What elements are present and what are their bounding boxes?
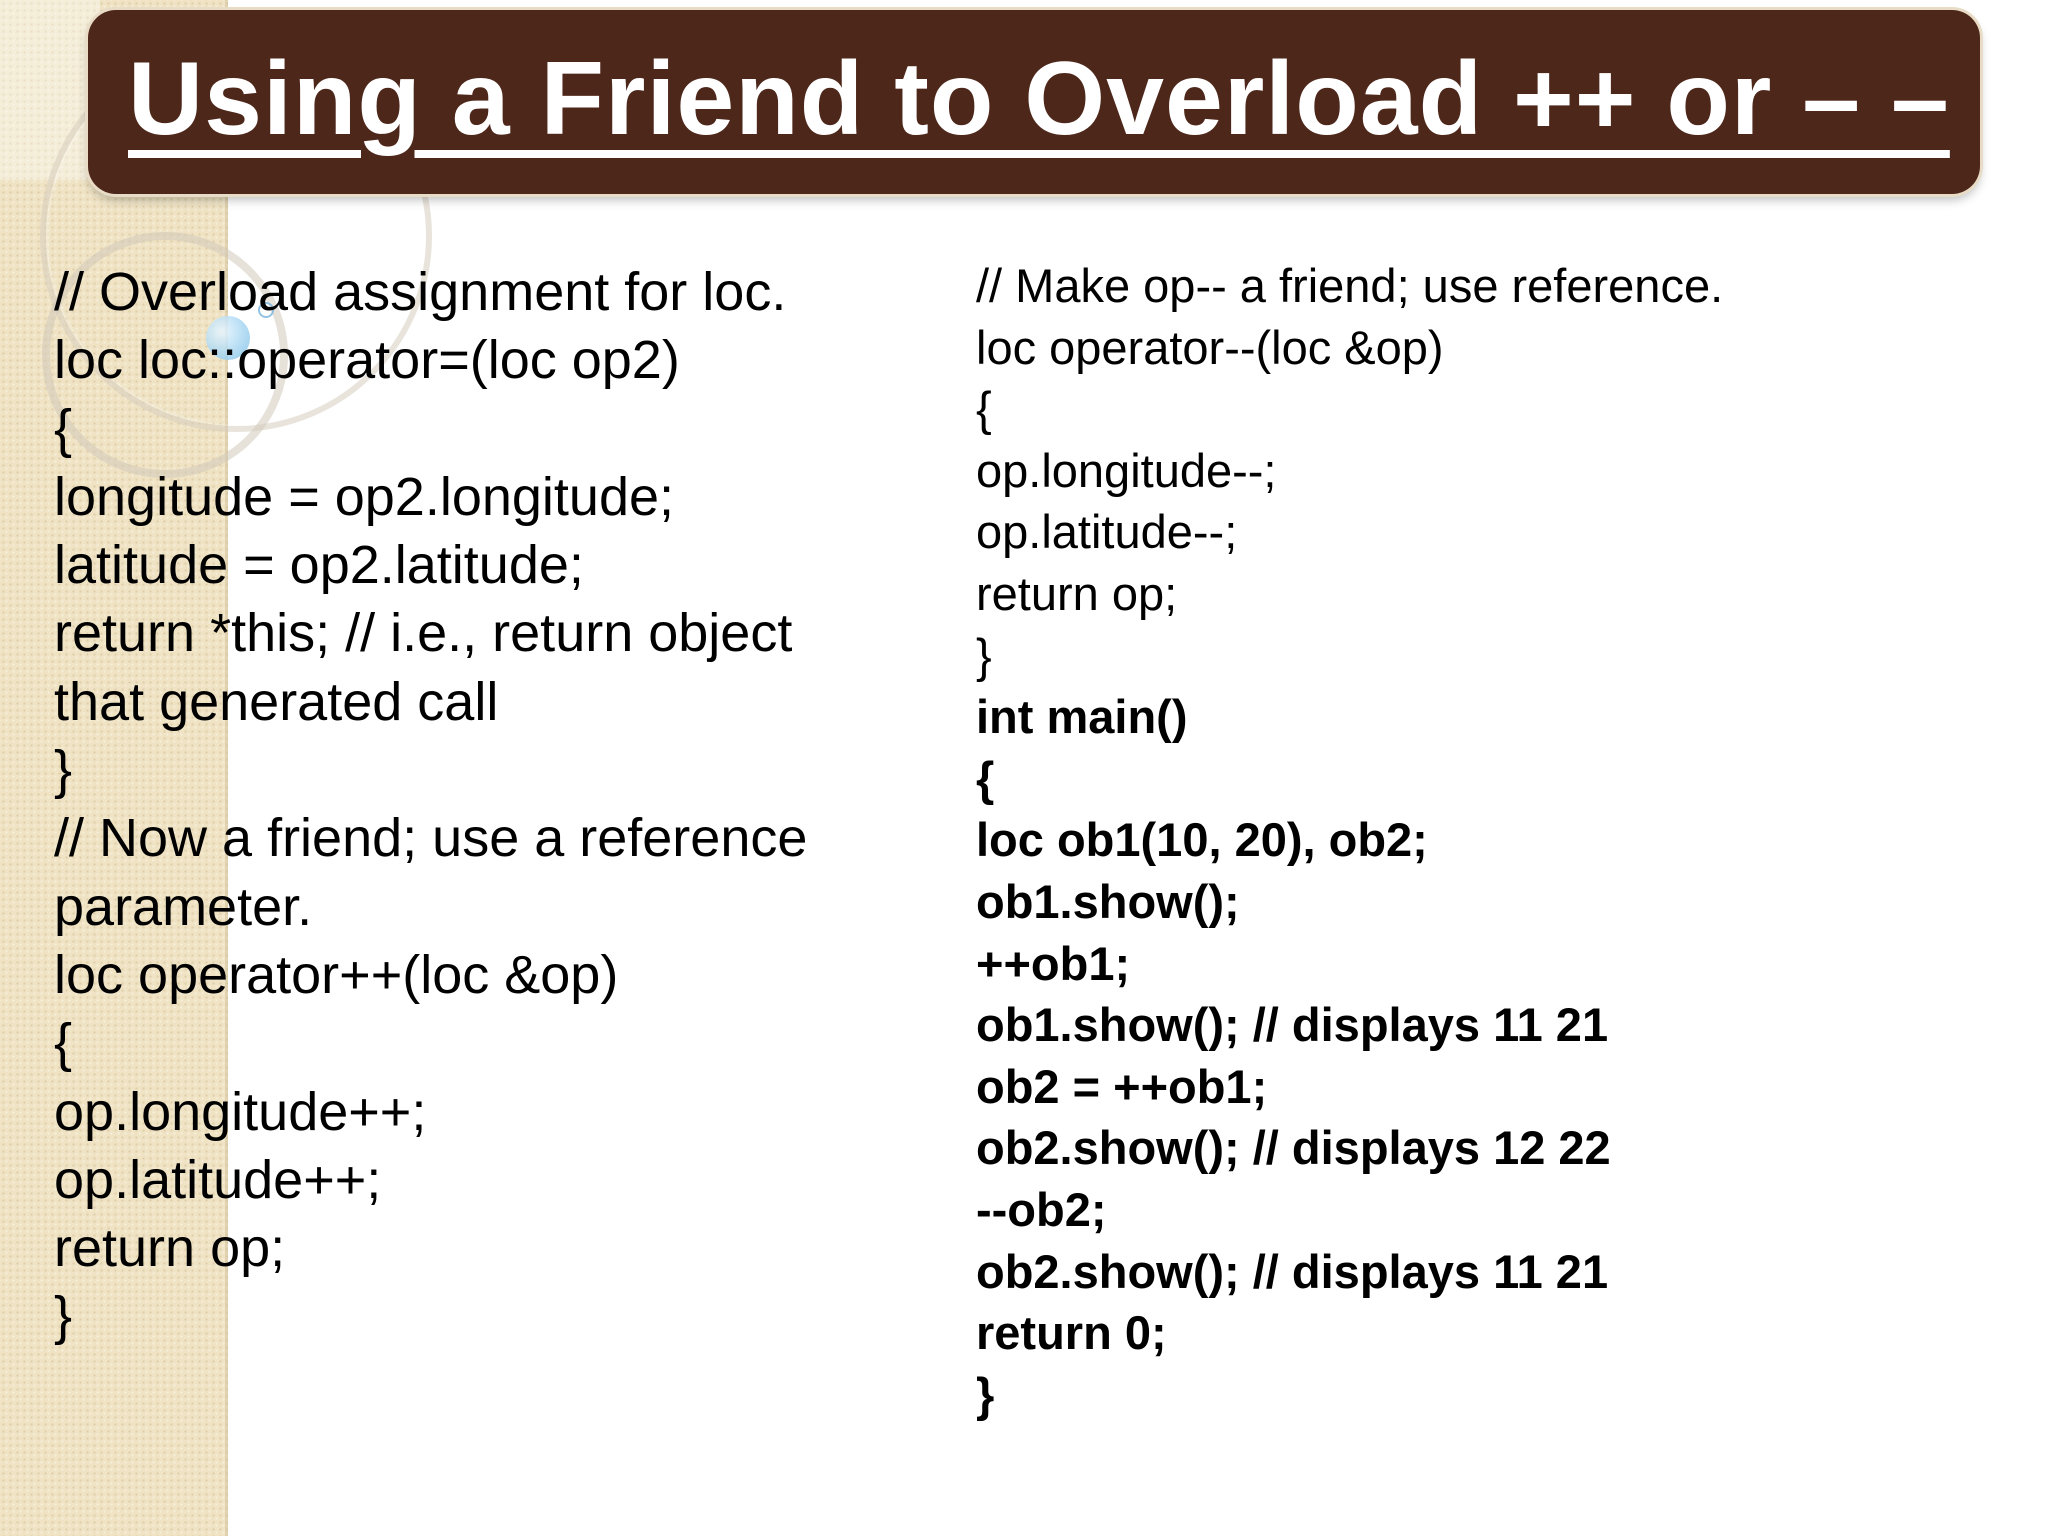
code-line: return *this; // i.e., return object [54,603,793,664]
code-line: ++ob1; [976,936,1131,990]
code-line: op.latitude--; [976,505,1238,559]
code-line: loc operator++(loc &op) [54,944,619,1005]
code-line: longitude = op2.longitude; [54,466,675,527]
code-line: // Overload assignment for loc. [54,262,787,322]
code-line: } [54,1286,73,1347]
left-code-block [54,258,934,1351]
code-line: { [54,398,73,459]
code-line: { [976,382,992,436]
code-line: loc ob1(10, 20), ob2; [976,813,1428,867]
code-line: ob2.show(); // displays 11 21 [976,1244,1609,1298]
code-line: return op; [54,1218,286,1279]
code-line: --ob2; [976,1182,1107,1236]
code-line: parameter. [54,876,313,937]
code-line: } [976,1367,995,1421]
code-line: } [54,740,73,801]
code-line: loc loc::operator=(loc op2) [54,330,680,391]
code-line: return op; [976,566,1178,620]
code-line: op.longitude++; [54,1081,427,1142]
code-line: { [976,751,995,805]
code-line: latitude = op2.latitude; [54,535,584,596]
code-line: op.latitude++; [54,1149,382,1210]
title-banner [88,10,1980,194]
code-line: // Now a friend; use a reference [54,808,808,869]
code-line: // Make op-- a friend; use reference. [976,259,1724,312]
decorative-corner-panel [0,0,100,180]
slide-title: Using a Friend to Overload ++ or – – [128,41,1950,157]
code-line: loc operator--(loc &op) [976,320,1444,374]
code-line: } [976,628,992,682]
code-line: ob1.show(); [976,874,1240,928]
code-line: return 0; [976,1306,1167,1360]
code-line: ob1.show(); // displays 11 21 [976,998,1609,1052]
code-line: op.longitude--; [976,443,1277,497]
code-line: int main() [976,690,1188,744]
right-code-block [976,255,1976,1425]
code-line: that generated call [54,671,499,732]
code-line: ob2.show(); // displays 12 22 [976,1121,1611,1175]
code-line: { [54,1013,73,1074]
code-line: ob2 = ++ob1; [976,1059,1268,1113]
